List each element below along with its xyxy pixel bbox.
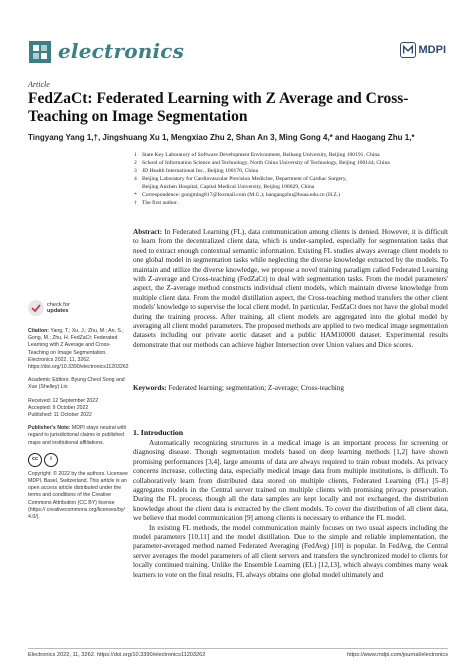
abstract-label: Abstract: xyxy=(133,228,163,236)
keywords-label: Keywords: xyxy=(133,384,167,392)
attribution-icon: i xyxy=(44,453,58,467)
publisher-note-text: MDPI stays neutral with regard to jurisdictional claims in published maps and institutional affiliations. xyxy=(28,425,127,446)
footer-citation[interactable]: Electronics 2022, 11, 3262. https://doi.org/10.3390/electronics11203262 xyxy=(28,652,206,658)
keywords-text: Federated learning; segmentation; Z-average; Cross-teaching xyxy=(168,384,344,392)
academic-editors: Academic Editors: Byung Cheol Song and Xue (Shelley) Lin xyxy=(28,377,125,391)
correspondence[interactable]: * Correspondence: gongming817@foxmail.com (M.G.); haogangzhu@buaa.edu.cn (H.Z.) xyxy=(134,192,341,198)
check-updates-line2: updates xyxy=(47,308,69,314)
intro-body xyxy=(133,439,448,580)
article-type: Article xyxy=(28,80,50,89)
affiliation-item: 2 School of Information Science and Technology, North China University of Technology, Beijing 100144, China xyxy=(134,160,390,166)
article-title: FedZaCt: Federated Learning with Z Average and Cross-Teaching on Image Segmentation xyxy=(28,90,409,125)
citation-label: Citation: xyxy=(28,328,50,334)
affiliation-item: 4 Beijing Laboratory for Cardiovascular Precision Medicine, Department of Cardiac Surgery, xyxy=(134,176,347,182)
check-for-updates-button[interactable] xyxy=(28,300,128,316)
journal-name[interactable]: electronics xyxy=(58,39,185,63)
creative-commons-icon: cc xyxy=(28,453,42,467)
intro-heading: 1. Introduction xyxy=(133,428,184,437)
footer-journal-url[interactable]: https://www.mdpi.com/journal/electronics xyxy=(346,652,448,658)
article-sidebar xyxy=(28,300,128,527)
journal-header xyxy=(28,36,446,72)
check-updates-icon xyxy=(28,300,44,316)
citation-text[interactable]: Yang, T.; Xu, J.; Zhu, M.; An, S.; Gong, M.; Zhu, H. FedZaCt: Federated Learning with Z Average and Cross-Teaching on Image Segmentation. Electronics 2022, 11, 3262. https://doi.org/10.3390/electronics11203262 xyxy=(28,328,129,371)
publisher-note-label: Publisher's Note: xyxy=(28,425,71,432)
first-author-note: † The first author. xyxy=(134,200,178,206)
page-footer xyxy=(28,648,448,658)
affiliation-item: 3 JD Health International Inc., Beijing 100176, China xyxy=(134,168,259,174)
accepted-date: Accepted: 9 October 2022 xyxy=(28,404,89,411)
cc-by-license-badge[interactable] xyxy=(28,453,128,467)
publisher-note xyxy=(28,425,128,447)
intro-paragraph: In existing FL methods, the model communication mainly focuses on two usual aspects including the model parameters [10,11] and the model distillation. Due to the simple and reliable implementation, the parameter-averaged method named Federated Averaging (FedAvg) [10] is popular. In FedAvg, the Central server averages the model parameters of all client servers and transfers the synchronized model to clients for locally continued training. Unlike the Ensemble Learning (EL) [12,13], which always combines many weak learners to vote on the final results, FL always obtains one global model ultimately and xyxy=(133,523,448,579)
published-date: Published: 11 October 2022 xyxy=(28,412,92,419)
received-date: Received: 12 September 2022 xyxy=(28,397,99,404)
copyright: Copyright: © 2022 by the authors. Licensee MDPI, Basel, Switzerland. This article is an open access article distributed under the terms and conditions of the Creative Commons Attribution (CC BY) license (https:// creativecommons.org/licenses/by/ 4.0/). xyxy=(28,470,128,521)
citation xyxy=(28,328,128,371)
abstract xyxy=(133,228,448,350)
dates xyxy=(28,398,128,420)
affiliation-item: Beijing Anzhen Hospital, Capital Medical University, Beijing 100029, China xyxy=(142,184,315,190)
publisher-name: MDPI xyxy=(418,44,446,56)
affiliation-item: 1 State Key Laboratory of Software Development Environment, Beihang University, Beijing 100191, China xyxy=(134,152,380,158)
affiliations xyxy=(134,151,454,207)
author-list: Tingyang Yang 1,†, Jingshuang Xu 1, Mengxiao Zhu 2, Shan An 3, Ming Gong 4,* and Haogang Zhu 1,* xyxy=(28,133,415,142)
journal-mark-icon xyxy=(28,40,52,64)
check-updates-line1: check for xyxy=(47,301,70,308)
keywords xyxy=(133,384,448,393)
abstract-text: In Federated Learning (FL), data communication among clients is denied. However, it is difficult to learn from the decentralized client data, which is under-sampled, especially for segmentation tasks that need to extract enough contextual semantic information. Existing FL studies always average client models to one global model in segmentation tasks while neglecting the diverse knowledge extracted by the models. To maintain and utilize the diverse knowledge, we propose a novel training paradigm called Federated Learning with Z-average and Cross-teaching (FedZaCt) to deal with segmentation tasks. From the model parameters' aspect, the Z-average method constructs individual client models, which maintain diverse knowledge from multiple client data. From the model distillation aspect, the Cross-teaching method transfers the other client models' knowledge to supervise the local client model. In particular, FedZaCt does not have the global model during the training process. After training, all client models are aggregated into the global model by averaging all client model parameters. The proposed methods are applied to two medical image segmentation datasets including our private aortic dataset and a public HAM10000 dataset. Experimental results demonstrate that our methods can achieve higher Intersection over Union values and Dice scores. xyxy=(133,228,449,349)
mdpi-mark-icon xyxy=(400,42,416,58)
mdpi-logo[interactable] xyxy=(400,42,447,58)
intro-paragraph: Automatically recognizing structures in a medical image is an important process for screening or diagnosing disease. Though segmentation models based on deep learning methods [1,2] have shown promising performances [3,4], large amounts of data are always required to train robust models. As privacy concerns increase, collecting data, especially medical image data from multiple institutions, is difficult. To collaboratively learn from distributed data stored on multiple clients, Federated Learning (FL) [5–8] aggregates models in the Central server trained on multiple clients with promising privacy preservation. During the FL process, though all the data samples are kept locally and not exchanged, the distribution knowledge about the client data is extracted by the client models. To cover the distribution of all client data, we believe that model communication [9] among clients is necessary to enhance the FL model. xyxy=(133,439,448,523)
